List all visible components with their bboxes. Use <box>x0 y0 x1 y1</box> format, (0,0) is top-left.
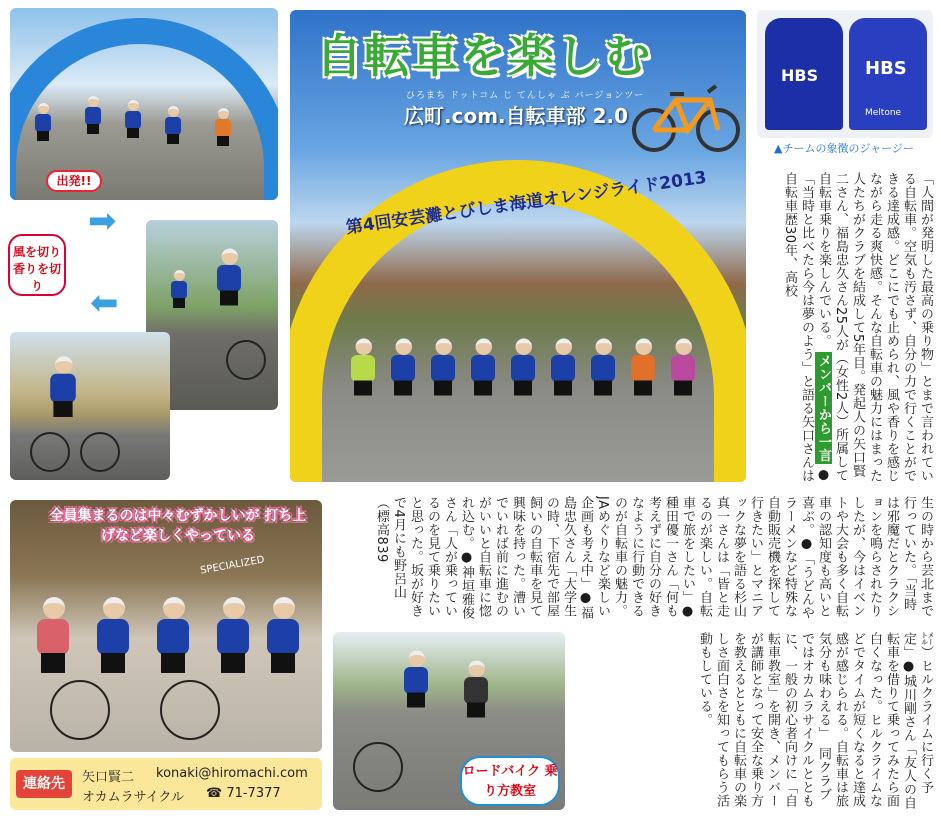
group-of-riders <box>340 340 720 460</box>
contact-label: 連絡先 <box>16 770 72 798</box>
rider <box>166 270 192 316</box>
contact-name: 矢口賢二 <box>82 770 135 785</box>
bicycle-icon <box>630 80 742 154</box>
group-caption: 全員集まるのは中々むずかしいが 打ち上げなど楽しくやっている <box>49 508 307 544</box>
shop-sign: SPECIALIZED <box>199 554 266 577</box>
jersey-logo: HBS <box>865 58 907 79</box>
photo-rider-field <box>10 332 170 480</box>
article-members-1: ●「当時と比べたら今は夢のよう」と語る矢口さんは自転車歴30年、高校 <box>782 172 831 483</box>
contact-phone: ☎ 71-7377 <box>206 786 281 801</box>
contact-box <box>10 758 322 810</box>
class-caption <box>460 756 560 806</box>
article-intro: 「人間が発明した最高の乗り物」とまで言われている自転車。空気も汚さず、自分の力で行くことができる達成感。どこにでも止められ、風や香りを感じながら走る爽快感。そんな自転車の魅力にはまった人たちがクラブを結成して5年目。発起人の矢口賢二さん、福島忠久さん25人が（女性2人）所属して自転車乗りを楽しんでいる。 <box>816 172 933 483</box>
person <box>207 597 259 689</box>
jersey <box>765 18 843 130</box>
subtitle: 広町.com.自転車部 2.0 <box>404 104 629 128</box>
wind-caption <box>8 234 66 296</box>
subtitle-ruby: ひろまち ドットコム じ てんしゃ ぶ バージョンツー <box>406 91 645 101</box>
bike-wheel <box>80 432 120 472</box>
arrow-left-icon: ➡ <box>90 283 119 323</box>
rider <box>210 249 249 318</box>
person <box>457 661 496 730</box>
photo-jerseys <box>757 10 933 138</box>
jersey-sponsor: Meltone <box>865 108 902 118</box>
contact-shop: オカムラサイクル <box>82 790 185 805</box>
class-caption-text: ロードバイク 乗り方教室 <box>462 764 558 799</box>
rider <box>42 356 84 430</box>
page-title: 自転車を楽しむ <box>316 29 652 83</box>
rider <box>80 96 106 142</box>
article-top-right <box>758 172 934 490</box>
photo-start <box>10 8 278 200</box>
rider <box>210 108 236 154</box>
members-heading: メンバーから一言 <box>816 353 831 462</box>
rider <box>30 103 56 149</box>
bike-wheel <box>353 742 403 792</box>
photo-main-group <box>290 10 746 482</box>
bike-wheel <box>30 432 70 472</box>
person <box>147 597 199 689</box>
rider <box>160 106 186 152</box>
arch-banner-text: 第4回安芸灘とびしま海道オレンジライド2013 <box>344 167 708 239</box>
bike-wheel <box>160 680 220 740</box>
bike-wheel <box>50 680 110 740</box>
photo-shop-group <box>10 500 322 752</box>
contact-email[interactable]: konaki@hiromachi.com <box>156 766 308 781</box>
person <box>87 597 139 689</box>
rider <box>397 651 436 720</box>
jersey <box>849 18 927 130</box>
article-bottom-right: ㍍）ヒルクライムに行く予定」●城川剛さん「友人の自転車を借りて乗ってみたら面白くなった。ヒルクライムなどでタイムが短くなると達成感が感じられる。自転車は旅気分も味わえる」 同クラブではオカムラサイクルとともに、一般の初心者向けに「自転車教室」を開き、メンバーが講師となって安全な乗り方を教えるとともに自転車の楽しさ面白さを知ってもらう活動もしている。 <box>697 632 933 810</box>
article-bottom: 生の時から芸北まで行っていた。「当時は邪魔だとクラクションを鳴らされたりしたが、今はイベントや大会も多く自転車の認知度も高いと喜ぶ。●「うどんやラーメンなど特殊な自動販売機を探して行きたい」とマニアックな夢を語る杉山真一さんは「皆と走るのが楽しい。自転車で旅をしたい」●種田優一さん「何も考えずに自分の好きなように行動できるのが自転車の魅力。JAめぐりなど楽しい企画も考え中」●福島忠久さん「大学生の時、下宿先で部屋飼いの自転車を見て興味を持った。漕いでいれば前に進むのがいいと自転車に惚れ込む。●神垣雅俊さん「人が乗っているのを見て乗りたいと思った。坂が好きで4月にも野呂山（標高839 <box>374 496 933 620</box>
arrow-right-icon: ➡ <box>88 201 117 241</box>
start-caption: 出発!! <box>46 170 102 192</box>
jersey-caption: ▲チームの象徴のジャージー <box>774 142 915 155</box>
jersey-logo: HBS <box>781 66 819 85</box>
person <box>257 597 309 689</box>
bike-wheel <box>226 340 266 380</box>
rider <box>120 100 146 146</box>
wind-caption-text: 風を切り 香りを切り <box>12 245 61 293</box>
person <box>27 597 79 689</box>
